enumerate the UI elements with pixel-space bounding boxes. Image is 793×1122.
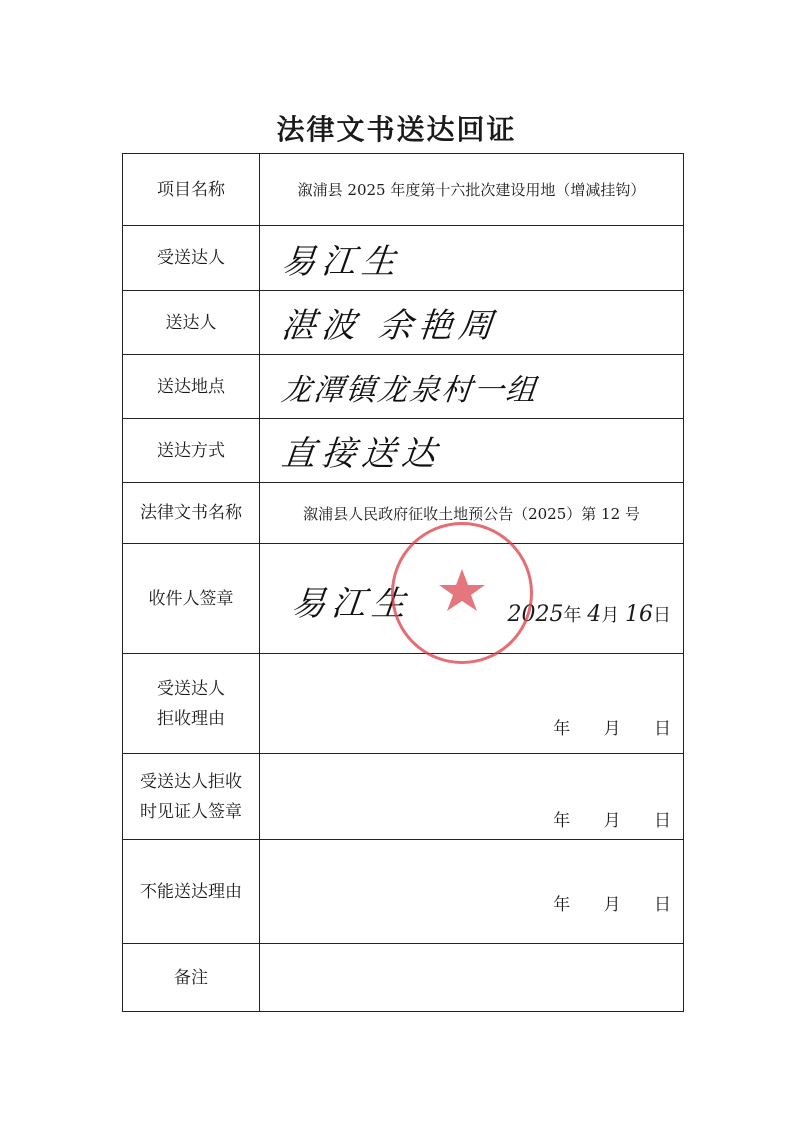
recipient-label: 受送达人 <box>123 226 260 291</box>
recipient-value: 易江生 <box>279 241 404 282</box>
signature-year: 2025 <box>507 602 564 627</box>
project-name-label: 项目名称 <box>123 154 260 226</box>
page-title: 法律文书送达回证 <box>276 113 517 146</box>
place-label: 送达地点 <box>123 355 260 419</box>
witness-label: 受送达人拒收 时见证人签章 <box>123 754 260 840</box>
fail-date: 年 月 日 <box>553 895 671 915</box>
project-name-value: 溆浦县 2025 年度第十六批次建设用地（增减挂钩） <box>260 154 684 226</box>
fail-reason-label: 不能送达理由 <box>123 840 260 944</box>
method-value: 直接送达 <box>279 434 444 474</box>
remark-label: 备注 <box>123 944 260 1012</box>
signature-day: 16 <box>625 602 653 627</box>
method-label: 送达方式 <box>123 419 260 483</box>
witness-value <box>260 754 684 840</box>
doc-name-value: 溆浦县人民政府征收土地预公告（2025）第 12 号 <box>260 483 684 544</box>
signature-year-char: 年 <box>563 605 582 626</box>
signature-day-char: 日 <box>653 605 671 626</box>
signature-month-char: 月 <box>601 605 620 626</box>
service-receipt-table <box>122 153 684 1012</box>
witness-date: 年 月 日 <box>553 811 671 831</box>
fail-reason-value <box>260 840 684 944</box>
reject-reason-value <box>260 654 684 754</box>
reject-reason-label: 受送达人 拒收理由 <box>123 654 260 754</box>
signature-date <box>508 601 671 627</box>
place-value: 龙潭镇龙泉村一组 <box>279 372 540 408</box>
reject-date: 年 月 日 <box>553 719 671 739</box>
remark-value <box>260 944 684 1012</box>
signature-month: 4 <box>587 602 602 627</box>
signature-value: 易江生 <box>289 584 414 624</box>
server-value: 湛波 余艳周 <box>279 306 501 346</box>
server-label: 送达人 <box>123 291 260 355</box>
signature-label: 收件人签章 <box>123 544 260 654</box>
doc-name-label: 法律文书名称 <box>123 483 260 544</box>
